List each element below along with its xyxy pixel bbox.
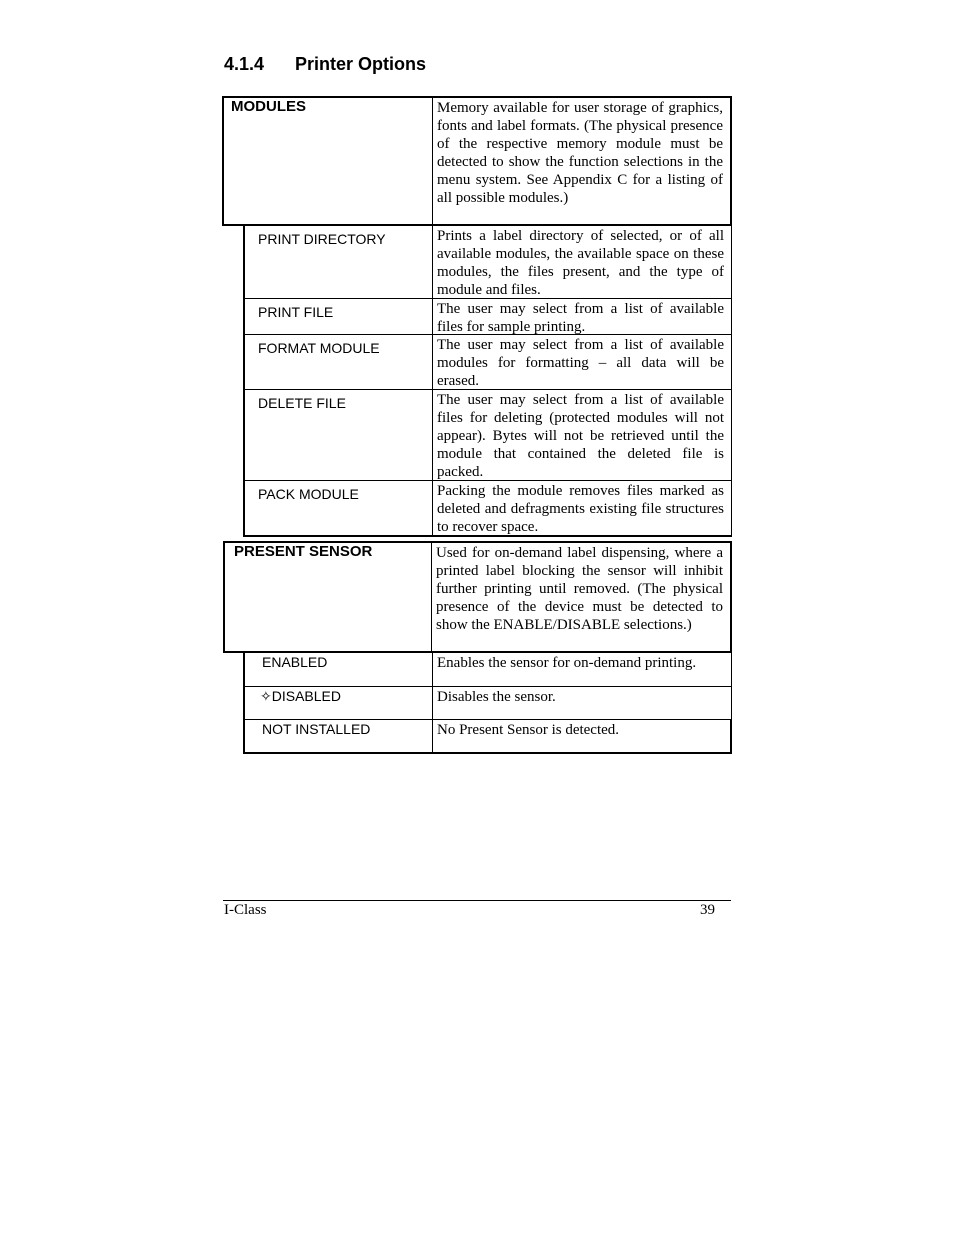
option-row-pack-module (243, 480, 732, 537)
option-row-print-directory (243, 225, 732, 299)
option-label: ENABLED (262, 654, 328, 670)
section-number: 4.1.4 (224, 54, 265, 74)
option-label: DELETE FILE (258, 395, 346, 411)
option-row-enabled (243, 652, 732, 687)
option-row-delete-file (243, 389, 732, 481)
option-label: FORMAT MODULE (258, 340, 380, 356)
modules-row (222, 96, 732, 226)
option-description: The user may select from a list of available modules for formatting – all data will be erased. (432, 335, 731, 389)
present-sensor-label: PRESENT SENSOR (234, 543, 373, 560)
option-row-print-file (243, 298, 732, 335)
option-description: No Present Sensor is detected. (432, 720, 730, 752)
option-description: The user may select from a list of available files for sample printing. (432, 299, 731, 334)
present-sensor-description: Used for on-demand label dispensing, where a printed label blocking the sensor will inhibit further printing until removed. (The physical presence of the device must be detected to show the ENABLE/DISABLE selections.) (431, 543, 730, 651)
option-description: Enables the sensor for on-demand printing. (432, 653, 731, 686)
section-heading (224, 54, 426, 75)
option-description: Packing the module removes files marked as deleted and defragments existing file structures to recover space. (432, 481, 731, 535)
footer-product-name: I-Class (224, 902, 267, 918)
option-label: PRINT FILE (258, 304, 334, 320)
option-row-format-module (243, 334, 732, 390)
option-label: PRINT DIRECTORY (258, 231, 386, 247)
modules-label: MODULES (231, 98, 306, 115)
option-row-not-installed (243, 719, 732, 754)
footer-rule (223, 900, 731, 901)
option-label: ✧DISABLED (260, 688, 341, 704)
option-description: Disables the sensor. (432, 687, 731, 719)
option-label: NOT INSTALLED (262, 721, 371, 737)
option-description: The user may select from a list of available files for deleting (protected modules will not appear). Bytes will not be retrieved until the module that contained the deleted file is packed. (432, 390, 731, 480)
section-title: Printer Options (295, 54, 427, 74)
option-description: Prints a label directory of selected, or of all available modules, the available space on these modules, the files present, and the type of module and files. (432, 226, 731, 298)
option-row-disabled (243, 686, 732, 720)
modules-description: Memory available for user storage of graphics, fonts and label formats. (The physical presence of the respective memory module must be detected to show the function selections in the menu system. See Appendix C for a listing of all possible modules.) (432, 98, 730, 224)
option-label: PACK MODULE (258, 486, 359, 502)
present-sensor-row (223, 541, 732, 653)
page-number: 39 (700, 902, 715, 918)
